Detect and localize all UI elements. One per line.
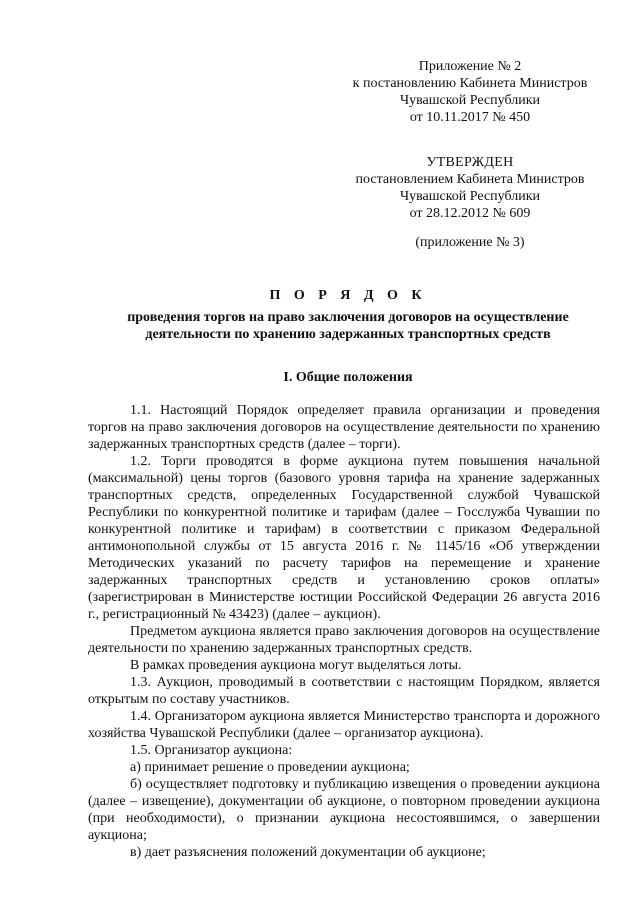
appendix-number: Приложение № 2 — [418, 59, 522, 74]
section-body — [88, 402, 600, 861]
approved-heading: УТВЕРЖДЕН — [426, 155, 514, 170]
document-title — [88, 287, 608, 343]
appendix-reference — [340, 58, 600, 126]
approved-resolution: постановлением Кабинета Министров — [355, 172, 585, 187]
paragraph: в) дает разъяснения положений документации об аукционе; — [130, 845, 486, 860]
paragraph: а) принимает решение о проведении аукциона; — [130, 760, 410, 775]
paragraph: 1.3. Аукцион, проводимый в соответствии с настоящим Порядком, является открытым по составу участников. — [88, 675, 600, 707]
title-line-1: проведения торгов на право заключения договоров на осуществление — [127, 310, 569, 325]
paragraph: 1.2. Торги проводятся в форме аукциона путем повышения начальной (максимальной) цены торгов (базового уровня тарифа на хранение задержанных транспортных средств, определенных Государственной службой Чувашской Республики по конкурентной политике и тарифам (далее – Госслужба Чувашии по конкурентной политике и тарифам) в соответствии с приказом Федеральной антимонопольной службы от 15 августа 2016 г. № 1145/16 «Об утверждении Методических указаний по расчету тарифов на перемещение и хранение задержанных транспортных средств и установлению сроков оплаты» (зарегистрирован в Министерстве юстиции Российской Федерации 26 августа 2016 г., регистрационный № 43423) (далее – аукцион). — [88, 454, 600, 622]
title-line-2: деятельности по хранению задержанных транспортных средств — [145, 327, 551, 342]
approved-republic: Чувашской Республики — [399, 189, 541, 204]
paragraph: В рамках проведения аукциона могут выделяться лоты. — [130, 658, 462, 673]
appendix-republic: Чувашской Республики — [399, 93, 541, 108]
section-heading: I. Общие положения — [283, 370, 413, 385]
appendix-resolution: к постановлению Кабинета Министров — [352, 76, 588, 91]
paragraph: 1.5. Организатор аукциона: — [130, 743, 293, 758]
approval-stamp — [340, 154, 600, 222]
appendix-note: (приложение № 3) — [415, 235, 525, 250]
appendix-date: от 10.11.2017 № 450 — [409, 110, 531, 125]
approved-date: от 28.12.2012 № 609 — [409, 206, 531, 221]
paragraph: Предметом аукциона является право заключения договоров на осуществление деятельности по хранению задержанных транспортных средств. — [88, 624, 600, 656]
paragraph: 1.4. Организатором аукциона является Министерство транспорта и дорожного хозяйства Чувашской Республики (далее – организатор аукциона). — [88, 709, 600, 741]
paragraph: б) осуществляет подготовку и публикацию извещения о проведении аукциона (далее – извещение), документации об аукционе, о повторном проведении аукциона (при необходимости), о признании аукциона несостоявшимся, о завершении аукциона; — [88, 777, 600, 843]
paragraph: 1.1. Настоящий Порядок определяет правила организации и проведения торгов на право заключения договоров на осуществление деятельности по хранению задержанных транспортных средств (далее – торги). — [88, 403, 600, 452]
title-main: П О Р Я Д О К — [269, 288, 427, 303]
